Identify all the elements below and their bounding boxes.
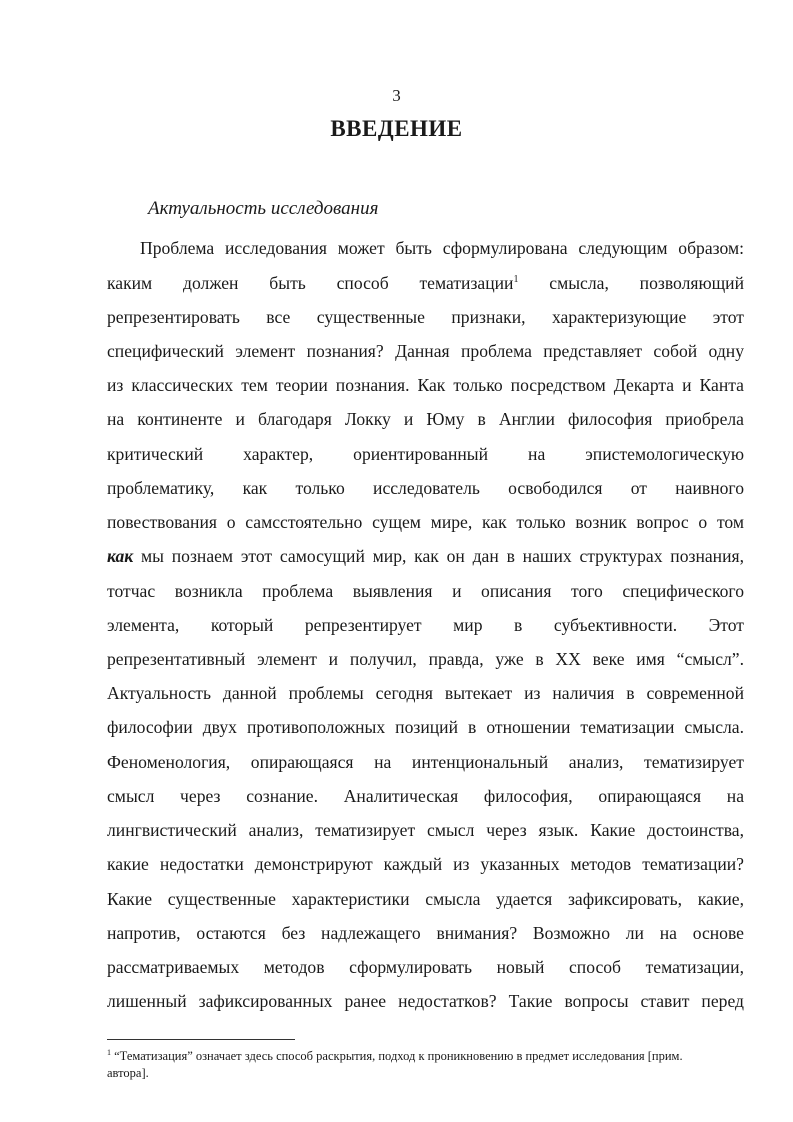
emphasis: как	[107, 546, 134, 566]
page-title: ВВЕДЕНИЕ	[330, 116, 463, 141]
paragraph-line: лишенный зафиксированных ранее недостатков? Такие вопросы ставит перед	[107, 991, 744, 1011]
paragraph-line: репрезентировать все существенные признаки, характеризующие этот	[107, 307, 744, 327]
footnote-marker: 1	[107, 1047, 111, 1057]
paragraph-line: на континенте и благодаря Локку и Юму в Англии философия приобрела	[107, 409, 744, 429]
paragraph-line: повествования о самсстоятельно сущем мире, как только возник вопрос о том	[107, 512, 744, 532]
section-heading: Актуальность исследования	[148, 198, 379, 219]
footnote-reference[interactable]: 1	[513, 274, 519, 286]
paragraph-line: смысл через сознание. Аналитическая философия, опирающаяся на	[107, 786, 744, 806]
paragraph-line: репрезентативный элемент и получил, правда, уже в XX веке имя “смысл”.	[107, 649, 744, 669]
page-number: 3	[392, 86, 401, 105]
paragraph-line: проблематику, как только исследователь освободился от наивного	[107, 478, 744, 498]
footnote-text: “Тематизация” означает здесь способ раскрытия, подход к проникновению в предмет исследования [прим.	[111, 1049, 683, 1063]
paragraph-line: Феноменология, опирающаяся на интенциональный анализ, тематизирует	[107, 752, 744, 772]
paragraph-line: каким должен быть способ тематизации$^1$ смысла, позволяющий	[107, 273, 744, 293]
paragraph-line: философии двух противоположных позиций в отношении тематизации смысла.	[107, 717, 744, 737]
footnote	[107, 1048, 727, 1082]
paragraph-line: рассматриваемых методов сформулировать новый способ тематизации,	[107, 957, 744, 977]
footnote-text-continued: автора].	[107, 1066, 149, 1080]
paragraph-line: специфический элемент познания? Данная проблема представляет собой одну	[107, 341, 744, 361]
paragraph-line: из классических тем теории познания. Как только посредством Декарта и Канта	[107, 375, 744, 395]
paragraph-line: как мы познаем этот самосущий мир, как он дан в наших структурах познания,	[107, 546, 744, 566]
paragraph-line: Проблема исследования может быть сформулирована следующим образом:	[140, 238, 744, 258]
paragraph-line: Актуальность данной проблемы сегодня вытекает из наличия в современной	[107, 683, 744, 703]
paragraph-line: напротив, остаются без надлежащего внимания? Возможно ли на основе	[107, 923, 744, 943]
footnote-divider	[107, 1039, 295, 1040]
paragraph-line: Какие существенные характеристики смысла удается зафиксировать, какие,	[107, 889, 744, 909]
paragraph-line: лингвистический анализ, тематизирует смысл через язык. Какие достоинства,	[107, 820, 744, 840]
paragraph-line: элемента, который репрезентирует мир в субъективности. Этот	[107, 615, 744, 635]
paragraph-line: тотчас возникла проблема выявления и описания того специфического	[107, 581, 744, 601]
paragraph-line: какие недостатки демонстрируют каждый из указанных методов тематизации?	[107, 854, 744, 874]
paragraph-line: критический характер, ориентированный на эпистемологическую	[107, 444, 744, 464]
